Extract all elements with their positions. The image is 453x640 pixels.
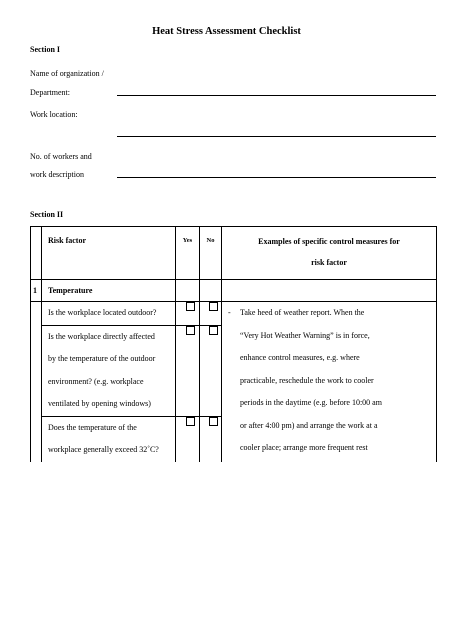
header-no: No	[200, 227, 222, 280]
workers-label-line1: No. of workers and	[30, 152, 92, 161]
checkbox-icon[interactable]	[186, 417, 195, 426]
header-examples-line1: Examples of specific control measures for	[258, 237, 400, 246]
section-1-heading: Section I	[30, 45, 60, 54]
yes-checkbox-2[interactable]	[176, 325, 200, 416]
header-number-cell	[31, 227, 42, 280]
yes-checkbox-3[interactable]	[176, 416, 200, 462]
checkbox-icon[interactable]	[209, 417, 218, 426]
org-label-line2: Department:	[30, 88, 70, 97]
no-checkbox-2[interactable]	[200, 325, 222, 416]
question-3: Does the temperature of the workplace generally exceed 32˚C?	[42, 416, 176, 462]
checkbox-icon[interactable]	[209, 326, 218, 335]
header-examples	[222, 227, 437, 280]
bullet-dash: -	[228, 308, 231, 317]
question-1: Is the workplace located outdoor?	[42, 302, 176, 326]
group-name: Temperature	[42, 280, 176, 302]
workers-label-line2: work description	[30, 170, 84, 179]
question-2: Is the workplace directly affected by the temperature of the outdoor environment? (e.g. workplace ventilated by opening windows)	[42, 325, 176, 416]
header-risk-factor: Risk factor	[42, 227, 176, 280]
location-input-line[interactable]	[117, 136, 436, 137]
no-checkbox-1[interactable]	[200, 302, 222, 326]
no-checkbox-3[interactable]	[200, 416, 222, 462]
header-examples-line2: risk factor	[311, 258, 347, 267]
checkbox-icon[interactable]	[209, 302, 218, 311]
table-row	[31, 302, 437, 326]
group-number: 1	[31, 280, 42, 302]
examples-text: - Take heed of weather report. When the “Very Hot Weather Warning” is in force, enhance control measures, e.g. where practicable, reschedule the work to cooler periods in the daytime (e.g. before 10:00 am or after 4:00 pm) and arrange the work at a cooler place; arrange more frequent rest	[222, 302, 437, 462]
org-label-line1: Name of organization /	[30, 69, 104, 78]
header-yes: Yes	[176, 227, 200, 280]
yes-checkbox-1[interactable]	[176, 302, 200, 326]
location-label: Work location:	[30, 110, 78, 119]
table-header-row	[31, 227, 437, 280]
org-input-line[interactable]	[117, 95, 436, 96]
checkbox-icon[interactable]	[186, 326, 195, 335]
group-row-temperature	[31, 280, 437, 302]
checkbox-icon[interactable]	[186, 302, 195, 311]
page-title: Heat Stress Assessment Checklist	[152, 26, 301, 37]
section-2-heading: Section II	[30, 210, 64, 219]
risk-checklist-table	[30, 226, 437, 462]
workers-input-line[interactable]	[117, 177, 436, 178]
